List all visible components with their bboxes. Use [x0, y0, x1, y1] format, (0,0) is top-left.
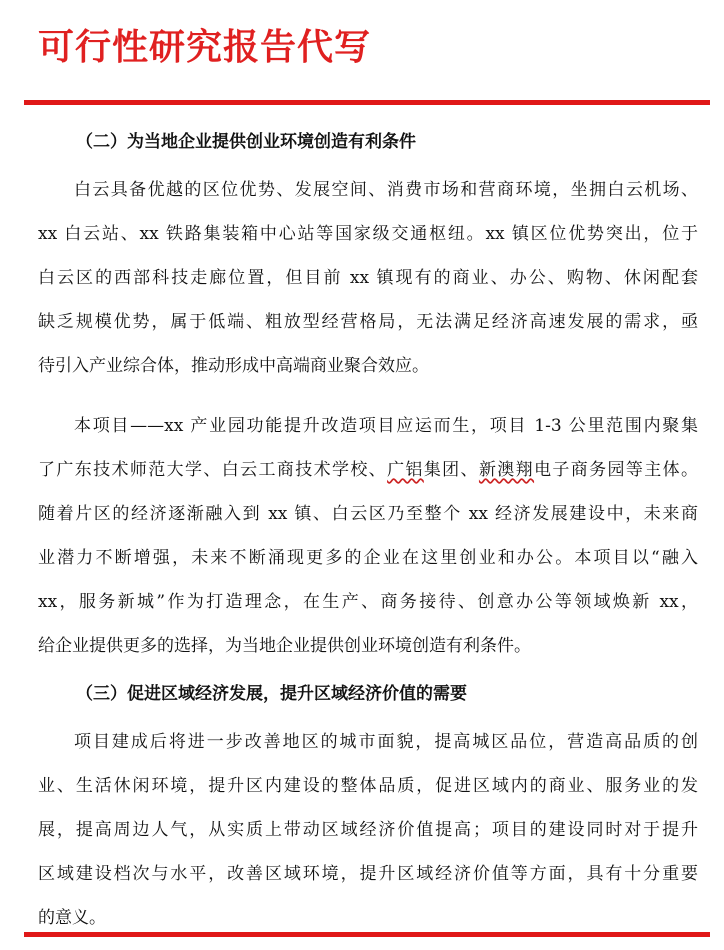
paragraph-project-intro [38, 404, 698, 668]
paragraph-location-advantages [38, 168, 698, 388]
paragraph-line: xx，服务新城”作为打造理念，在生产、商务接待、创意办公等领域焕新 xx， [38, 592, 698, 612]
paragraph-line [38, 448, 698, 492]
text-run: 电子商务园等主体。 [534, 460, 698, 480]
paragraph-line: 白云具备优越的区位优势、发展空间、消费市场和营商环境，坐拥白云机场、 [74, 180, 698, 200]
spellcheck-word: 广铝 [387, 460, 424, 480]
paragraph-line: 白云区的西部科技走廊位置，但目前 xx 镇现有的商业、办公、购物、休闲配套 [38, 268, 698, 288]
text-run: 了广东技术师范大学、白云工商技术学校、 [38, 460, 388, 480]
text-run: 集团、 [423, 460, 479, 480]
paragraph-line: 业、生活休闲环境，提升区内建设的整体品质，促进区域内的商业、服务业的发 [38, 776, 698, 796]
paragraph-line: 展，提高周边人气，从实质上带动区域经济价值提高；项目的建设同时对于提升 [38, 820, 698, 840]
paragraph-line: 缺乏规模优势，属于低端、粗放型经营格局，无法满足经济高速发展的需求，亟 [38, 312, 698, 332]
section-heading-2: （二）为当地企业提供创业环境创造有利条件 [76, 132, 416, 152]
spellcheck-word: 新澳翔 [478, 460, 535, 480]
paragraph-line: 业潜力不断增强，未来不断涌现更多的企业在这里创业和办公。本项目以“融入 [38, 548, 698, 568]
paragraph-economic-value [38, 720, 698, 940]
paragraph-line: 项目建成后将进一步改善地区的城市面貌，提高城区品位，营造高品质的创 [74, 732, 698, 752]
paragraph-line: 待引入产业综合体，推动形成中高端商业聚合效应。 [38, 356, 429, 376]
paragraph-line: 本项目——xx 产业园功能提升改造项目应运而生，项目 1-3 公里范围内聚集 [74, 416, 698, 436]
top-divider [24, 100, 710, 105]
page-title: 可行性研究报告代写 [38, 27, 372, 68]
bottom-divider [24, 932, 710, 937]
paragraph-line: 的意义。 [38, 908, 106, 928]
paragraph-line: 区域建设档次与水平，改善区域环境，提升区域经济价值等方面，具有十分重要 [38, 864, 698, 884]
paragraph-line: xx 白云站、xx 铁路集装箱中心站等国家级交通枢纽。xx 镇区位优势突出，位于 [38, 224, 698, 244]
document-body [38, 120, 698, 940]
paragraph-line: 随着片区的经济逐渐融入到 xx 镇、白云区乃至整个 xx 经济发展建设中，未来商 [38, 504, 698, 524]
section-heading-3: （三）促进区域经济发展，提升区域经济价值的需要 [76, 684, 467, 704]
paragraph-line: 给企业提供更多的选择，为当地企业提供创业环境创造有利条件。 [38, 636, 531, 656]
